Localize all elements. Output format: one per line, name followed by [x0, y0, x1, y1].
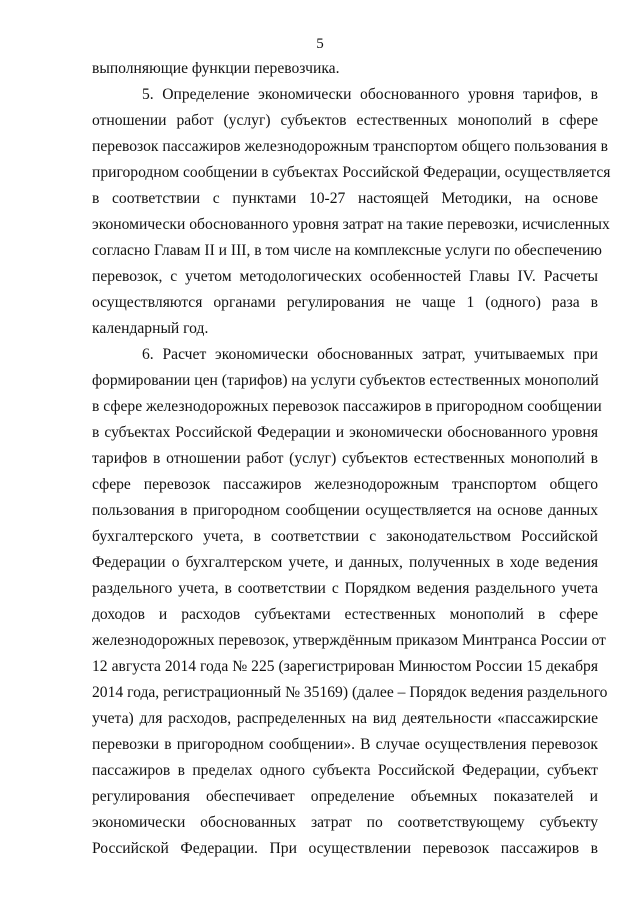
text-line: пассажиров в пределах одного субъекта Российской Федерации, субъект — [92, 762, 598, 779]
text-line: отношении работ (услуг) субъектов естественных монополий в сфере — [92, 112, 598, 129]
text-line: 5. Определение экономически обоснованного уровня тарифов, в — [142, 86, 598, 103]
text-line: перевозки в пригородном сообщении». В случае осуществления перевозок — [92, 736, 598, 753]
text-line: железнодорожных перевозок, утверждённым приказом Минтранса России от — [92, 632, 606, 649]
page-number: 5 — [316, 36, 324, 52]
text-line: осуществляются органами регулирования не чаще 1 (одного) раза в — [92, 294, 598, 311]
text-line: в соответствии с пунктами 10-27 настоящей Методики, на основе — [92, 190, 598, 207]
text-line: Федерации о бухгалтерском учете, и данных, полученных в ходе ведения — [92, 554, 598, 571]
text-line: экономически обоснованного уровня затрат на такие перевозки, исчисленных — [92, 216, 610, 233]
text-line: 2014 года, регистрационный № 35169) (далее – Порядок ведения раздельного — [92, 684, 608, 701]
text-line: 12 августа 2014 года № 225 (зарегистрирован Минюстом России 15 декабря — [92, 658, 598, 675]
text-line: выполняющие функции перевозчика. — [92, 60, 340, 77]
text-line: раздельного учета, в соответствии с Порядком ведения раздельного учета — [92, 580, 598, 597]
text-line: в субъектах Российской Федерации и экономически обоснованного уровня — [92, 424, 598, 441]
text-line: в сфере железнодорожных перевозок пассажиров в пригородном сообщении — [92, 398, 602, 415]
text-line: Российской Федерации. При осуществлении перевозок пассажиров в — [92, 840, 598, 857]
text-line: перевозок пассажиров железнодорожным транспортом общего пользования в — [92, 138, 608, 155]
text-line: перевозок, с учетом методологических особенностей Главы IV. Расчеты — [92, 268, 598, 285]
text-line: календарный год. — [92, 320, 209, 337]
text-line: экономически обоснованных затрат по соответствующему субъекту — [92, 814, 598, 831]
text-line: доходов и расходов субъектами естественных монополий в сфере — [92, 606, 598, 623]
text-line: бухгалтерского учета, в соответствии с законодательством Российской — [92, 528, 598, 545]
text-line: пригородном сообщении в субъектах Российской Федерации, осуществляется — [92, 164, 611, 181]
text-line: пользования в пригородном сообщении осуществляется на основе данных — [92, 502, 598, 519]
text-line: регулирования обеспечивает определение объемных показателей и — [92, 788, 598, 805]
text-line: 6. Расчет экономически обоснованных затрат, учитываемых при — [142, 346, 598, 363]
body-text — [92, 56, 611, 862]
text-line: формировании цен (тарифов) на услуги субъектов естественных монополий — [92, 372, 599, 389]
text-line: сфере перевозок пассажиров железнодорожным транспортом общего — [92, 476, 598, 493]
text-line: тарифов в отношении работ (услуг) субъектов естественных монополий в — [92, 450, 598, 467]
text-line: согласно Главам II и III, в том числе на комплексные услуги по обеспечению — [92, 242, 602, 259]
text-line: учета) для расходов, распределенных на вид деятельности «пассажирские — [92, 710, 598, 727]
